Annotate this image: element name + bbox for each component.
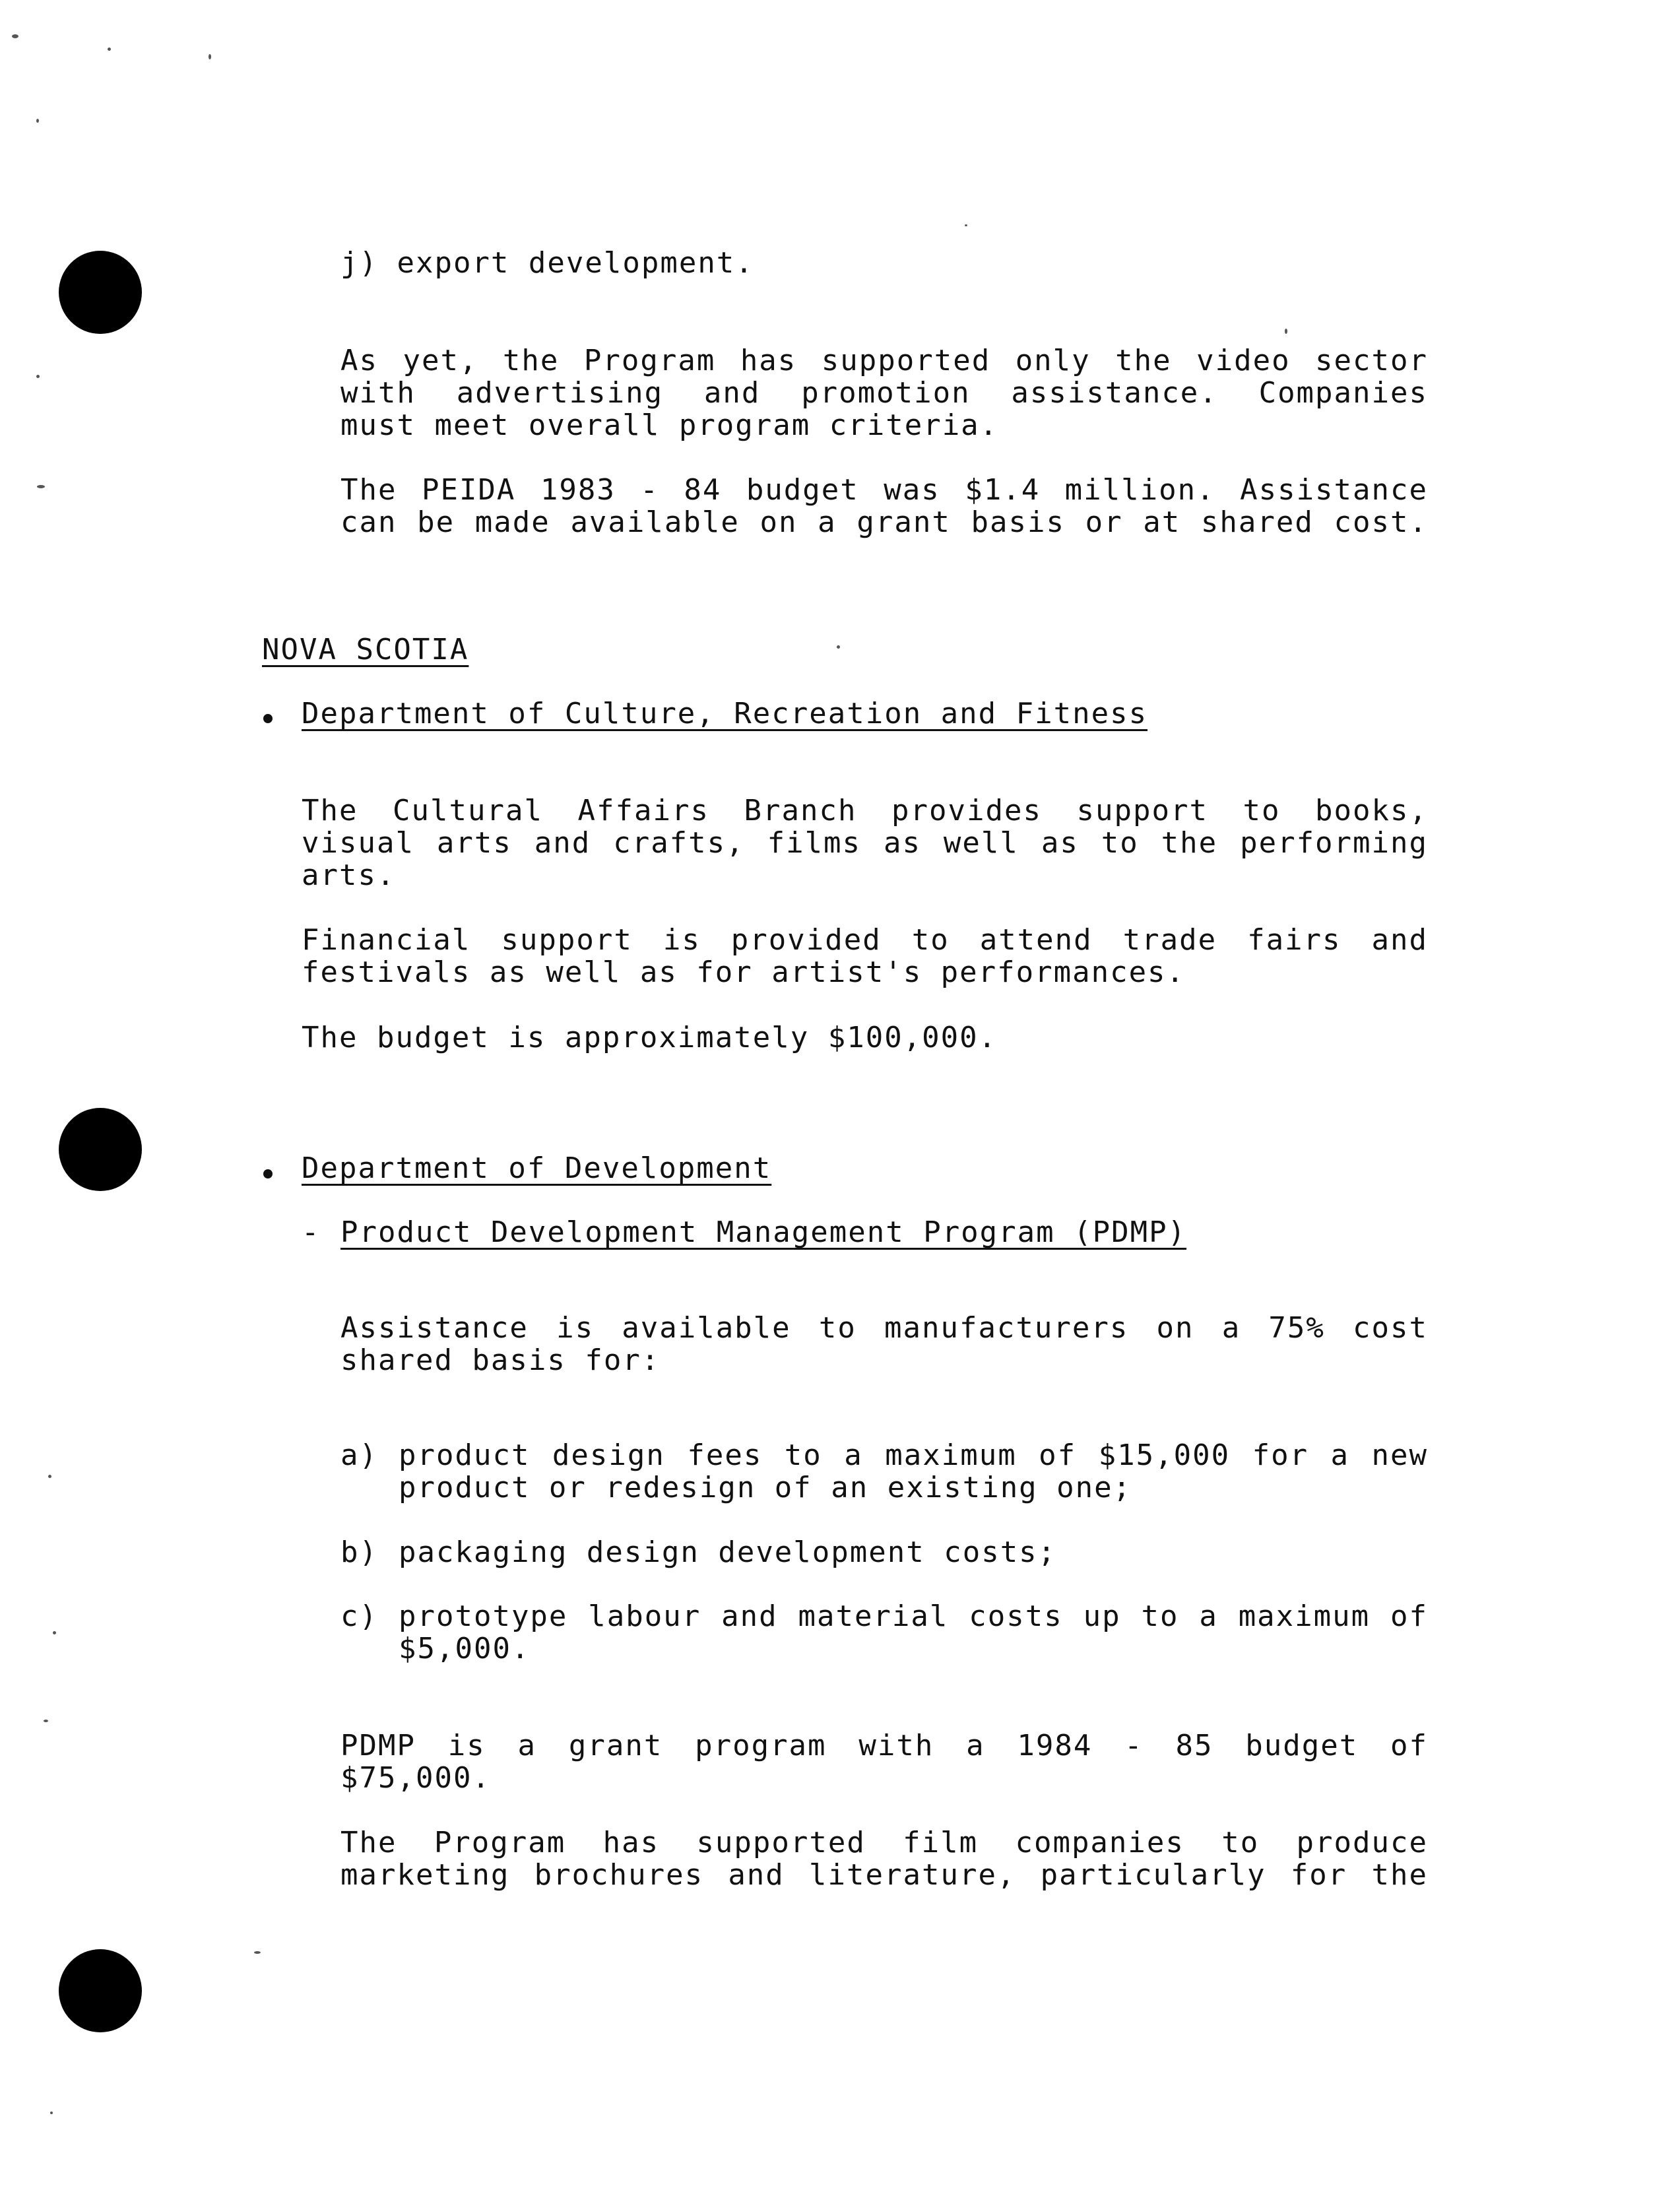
scan-speck	[209, 54, 211, 59]
scan-speck	[1285, 329, 1287, 334]
bullet-dot	[263, 1169, 273, 1178]
list-item-c-line-1: prototype labour and material costs up to a maximum of	[399, 1599, 1428, 1633]
list-item-a-line-2: product or redesign of an existing one;	[399, 1471, 1132, 1504]
paragraph-assistance-line-1: Assistance is available to manufacturers on a 75% cost	[340, 1311, 1428, 1345]
scan-speck	[36, 119, 39, 123]
list-item-c-marker: c)	[340, 1599, 378, 1633]
paragraph-grant-line-2: $75,000.	[340, 1761, 491, 1795]
list-item-c-line-2: $5,000.	[399, 1632, 531, 1665]
paragraph-grant-line-1: PDMP is a grant program with a 1984 - 85 budget of	[340, 1729, 1428, 1762]
paragraph-branch-line-2: visual arts and crafts, films as well as to the performing	[302, 826, 1428, 860]
scan-speck	[36, 375, 40, 378]
scan-speck	[48, 1475, 51, 1478]
scan-speck	[254, 1951, 261, 1954]
paragraph-video-line-1: As yet, the Program has supported only the video sector	[340, 344, 1428, 377]
bullet-dot	[263, 714, 273, 723]
paragraph-video-line-2: with advertising and promotion assistance. Companies	[340, 376, 1428, 410]
list-item-a-marker: a)	[340, 1438, 378, 1472]
scan-speck	[44, 1720, 48, 1722]
department-culture-title: Department of Culture, Recreation and Fitness	[302, 697, 1148, 730]
punch-hole-bottom	[59, 1949, 142, 2032]
paragraph-financial-line-2: festivals as well as for artist's performances.	[302, 955, 1186, 989]
scan-speck	[837, 645, 840, 649]
list-item-b-line-1: packaging design development costs;	[399, 1535, 1057, 1569]
paragraph-branch-line-3: arts.	[302, 858, 396, 892]
scan-speck	[965, 224, 967, 226]
scan-speck	[108, 48, 111, 51]
list-item-b-marker: b)	[340, 1535, 378, 1569]
paragraph-branch-line-1: The Cultural Affairs Branch provides support to books,	[302, 794, 1428, 827]
paragraph-culture-budget: The budget is approximately $100,000.	[302, 1021, 998, 1054]
paragraph-peida-line-2: can be made available on a grant basis or at shared cost.	[340, 505, 1428, 539]
department-development-title: Department of Development	[302, 1151, 772, 1185]
program-pdmp-title: Product Development Management Program (PDMP)	[340, 1215, 1187, 1249]
section-heading-nova-scotia: NOVA SCOTIA	[262, 633, 469, 666]
scan-speck	[50, 2112, 53, 2114]
punch-hole-middle	[59, 1108, 142, 1191]
paragraph-financial-line-1: Financial support is provided to attend trade fairs and	[302, 923, 1428, 957]
list-item-j: j) export development.	[340, 246, 754, 280]
paragraph-peida-line-1: The PEIDA 1983 - 84 budget was $1.4 million. Assistance	[340, 473, 1428, 507]
paragraph-video-line-3: must meet overall program criteria.	[340, 408, 999, 442]
paragraph-supported-line-1: The Program has supported film companies to produce	[340, 1826, 1428, 1859]
punch-hole-top	[59, 251, 142, 334]
scan-speck	[37, 485, 45, 488]
scan-speck	[53, 1631, 56, 1634]
program-dash: -	[302, 1215, 321, 1249]
paragraph-assistance-line-2: shared basis for:	[340, 1343, 661, 1377]
list-item-a-line-1: product design fees to a maximum of $15,000 for a new	[399, 1438, 1428, 1472]
paragraph-supported-line-2: marketing brochures and literature, particularly for the	[340, 1858, 1428, 1892]
scan-speck	[12, 34, 18, 38]
